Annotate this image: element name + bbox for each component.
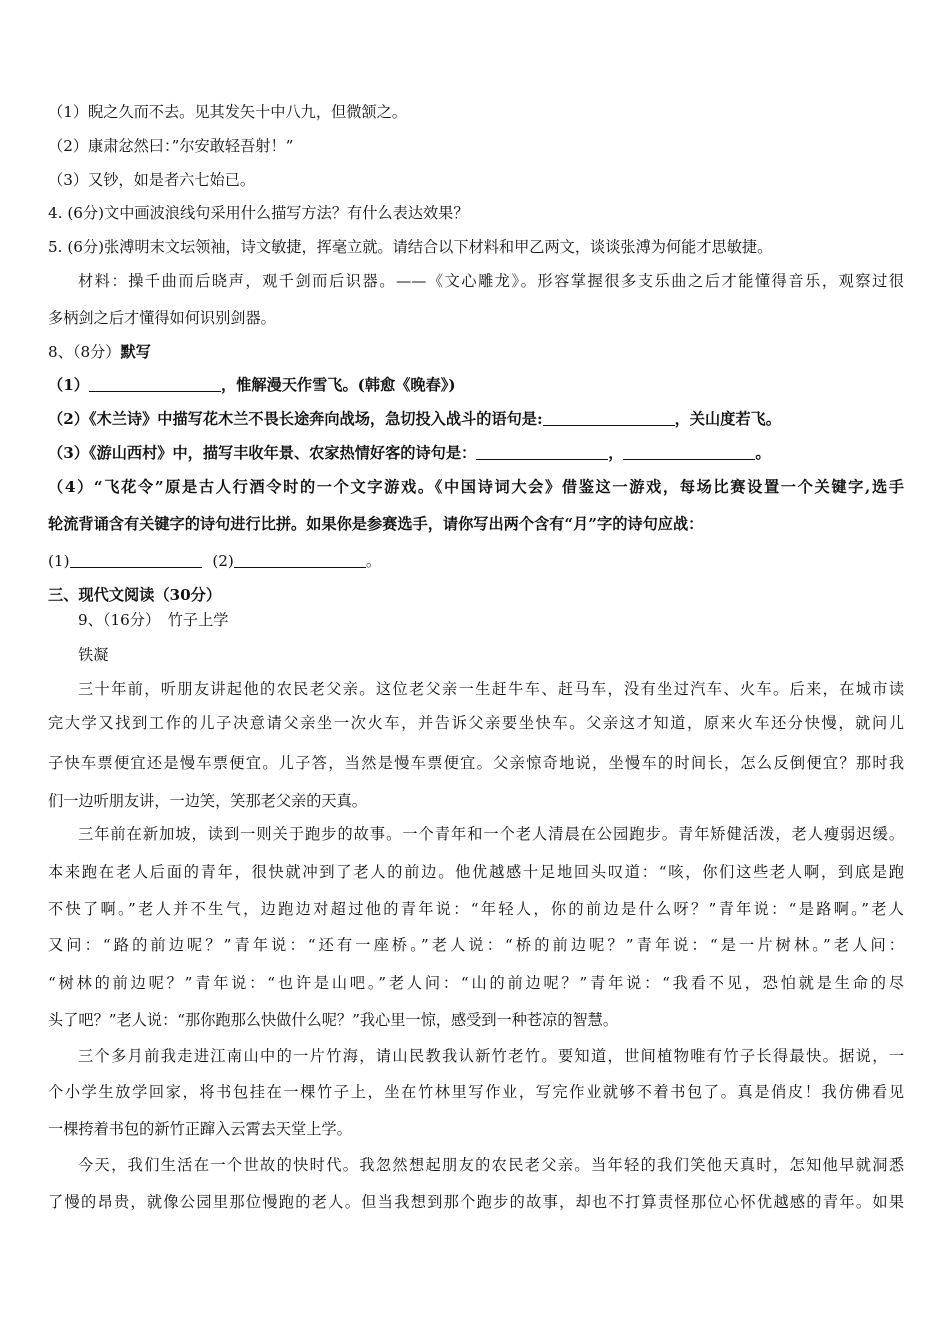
- answer-1-label: (1): [48, 552, 70, 570]
- dictation-q4-line-2: 轮流背诵含有关键字的诗句进行比拼。如果你是参赛选手，请你写出两个含有“月”字的诗句应战：: [48, 515, 704, 533]
- essay-header: 9、（16分） 竹子上学: [78, 611, 229, 629]
- answer-blank[interactable]: [476, 444, 608, 460]
- answer-line: [48, 551, 381, 571]
- essay-p2-line-1: 三年前在新加坡，读到一则关于跑步的故事。一个青年和一个老人清晨在公园跑步。青年矫健活泼，老人瘦弱迟缓。: [78, 825, 904, 843]
- material-line-1: 材料：操千曲而后晓声，观千剑而后识器。——《文心雕龙》。形容掌握很多支乐曲之后才能懂得音乐，观察过很: [78, 272, 904, 290]
- essay-p4-line-1: 今天，我们生活在一个世故的快时代。我忽然想起朋友的农民老父亲。当年轻的我们笑他天真时，怎知他早就洞悉: [78, 1156, 904, 1174]
- essay-p2-line-6: 头了吧？”老人说：“那你跑那么快做什么呢？”我心里一惊，感受到一种苍凉的智慧。: [48, 1011, 619, 1029]
- dictation-q3-sep: ，: [608, 444, 624, 462]
- essay-p3-line-2: 个小学生放学回家，将书包挂在一棵竹子上，坐在竹林里写作业，写完作业就够不着书包了。真是俏皮！我仿佛看见: [48, 1083, 904, 1101]
- essay-p4-line-2: 了慢的昂贵，就像公园里那位慢跑的老人。但当我想到那个跑步的故事，却也不打算责怪那位心怀优越感的青年。如果: [48, 1193, 904, 1211]
- dictation-q4-line-1: （4）“飞花令”原是古人行酒令时的一个文字游戏。《中国诗词大会》借鉴这一游戏，每场比赛设置一个关键字,选手: [48, 478, 904, 496]
- material-line-2: 多柄剑之后才懂得如何识别剑器。: [48, 309, 276, 327]
- question-5: 5. (6分)张溥明末文坛领袖，诗文敏捷，挥毫立就。请结合以下材料和甲乙两文，谈谈张溥为何能才思敏捷。: [48, 238, 773, 256]
- dictation-q1-num: （1）: [48, 376, 89, 394]
- dictation-q2: [48, 409, 781, 429]
- classical-line-1: （1）睨之久而不去。见其发矢十中八九，但微颔之。: [48, 103, 407, 121]
- dictation-heading: [48, 342, 151, 362]
- dictation-q3: [48, 443, 771, 463]
- answer-blank[interactable]: [543, 410, 675, 426]
- essay-p2-line-5: “树林的前边呢？”青年说：“也许是山吧。”老人问：“山的前边呢？”青年说：“我看不见，恐怕就是生命的尽: [48, 974, 904, 992]
- essay-p1-line-4: 们一边听朋友讲，一边笑，笑那老父亲的天真。: [48, 792, 367, 810]
- question-4: 4. (6分)文中画波浪线句采用什么描写方法？有什么表达效果？: [48, 204, 469, 222]
- answer-blank[interactable]: [89, 376, 221, 392]
- classical-line-2: （2）康肃忿然曰：”尔安敢轻吾射！”: [48, 137, 294, 155]
- dictation-q1-text: ，惟解漫天作雪飞。(韩愈《晚春》): [220, 376, 456, 394]
- essay-p3-line-3: 一棵挎着书包的新竹正蹿入云霄去天堂上学。: [48, 1120, 352, 1138]
- dictation-q1: [48, 375, 456, 395]
- essay-p2-line-4: 又问：“路的前边呢？”青年说：“还有一座桥。”老人说：“桥的前边呢？”青年说：“是一片树林。”老人问：: [48, 936, 904, 954]
- dictation-heading-title: 默写: [120, 343, 151, 361]
- answer-2-label: (2): [212, 552, 234, 570]
- essay-author: 铁凝: [78, 646, 109, 664]
- essay-p1-line-2: 完大学又找到工作的儿子决意请父亲坐一次火车，并告诉父亲要坐快车。父亲这才知道，原来火车还分快慢，就问儿: [48, 714, 904, 732]
- essay-p2-line-2: 本来跑在老人后面的青年，很快就冲到了老人的前边。他优越感十足地回头叹道：“咳，你们这些老人啊，到底是跑: [48, 863, 904, 881]
- essay-p2-line-3: 不快了啊。”老人并不生气，边跑边对超过他的青年说：“年轻人，你的前边是什么呀？”青年说：“是路啊。”老人: [48, 900, 904, 918]
- section-three-heading: 三、现代文阅读（30分）: [48, 586, 222, 604]
- dictation-q3-text: （3）《游山西村》中，描写丰收年景、农家热情好客的诗句是：: [48, 444, 477, 462]
- essay-p1-line-1: 三十年前，听朋友讲起他的农民老父亲。这位老父亲一生赶牛车、赶马车，没有坐过汽车、火车。后来，在城市读: [78, 680, 904, 698]
- answer-blank[interactable]: [70, 552, 202, 568]
- answer-end: 。: [365, 552, 382, 570]
- dictation-q2-text: （2）《木兰诗》中描写花木兰不畏长途奔向战场，急切投入战斗的语句是:: [48, 410, 543, 428]
- dictation-q3-end: 。: [755, 444, 771, 462]
- essay-p1-line-3: 子快车票便宜还是慢车票便宜。儿子答，当然是慢车票便宜。父亲惊奇地说，坐慢车的时间长，怎么反倒便宜？那时我: [48, 754, 904, 772]
- classical-line-3: （3）又钞，如是者六七始已。: [48, 171, 256, 189]
- answer-blank[interactable]: [623, 444, 755, 460]
- answer-blank[interactable]: [234, 552, 366, 568]
- essay-p3-line-1: 三个多月前我走进江南山中的一片竹海，请山民教我认新竹老竹。要知道，世间植物唯有竹子长得最快。据说，一: [78, 1047, 904, 1065]
- dictation-q2-tail: ，关山度若飞。: [674, 410, 781, 428]
- dictation-heading-num: 8、（8分）: [48, 343, 121, 361]
